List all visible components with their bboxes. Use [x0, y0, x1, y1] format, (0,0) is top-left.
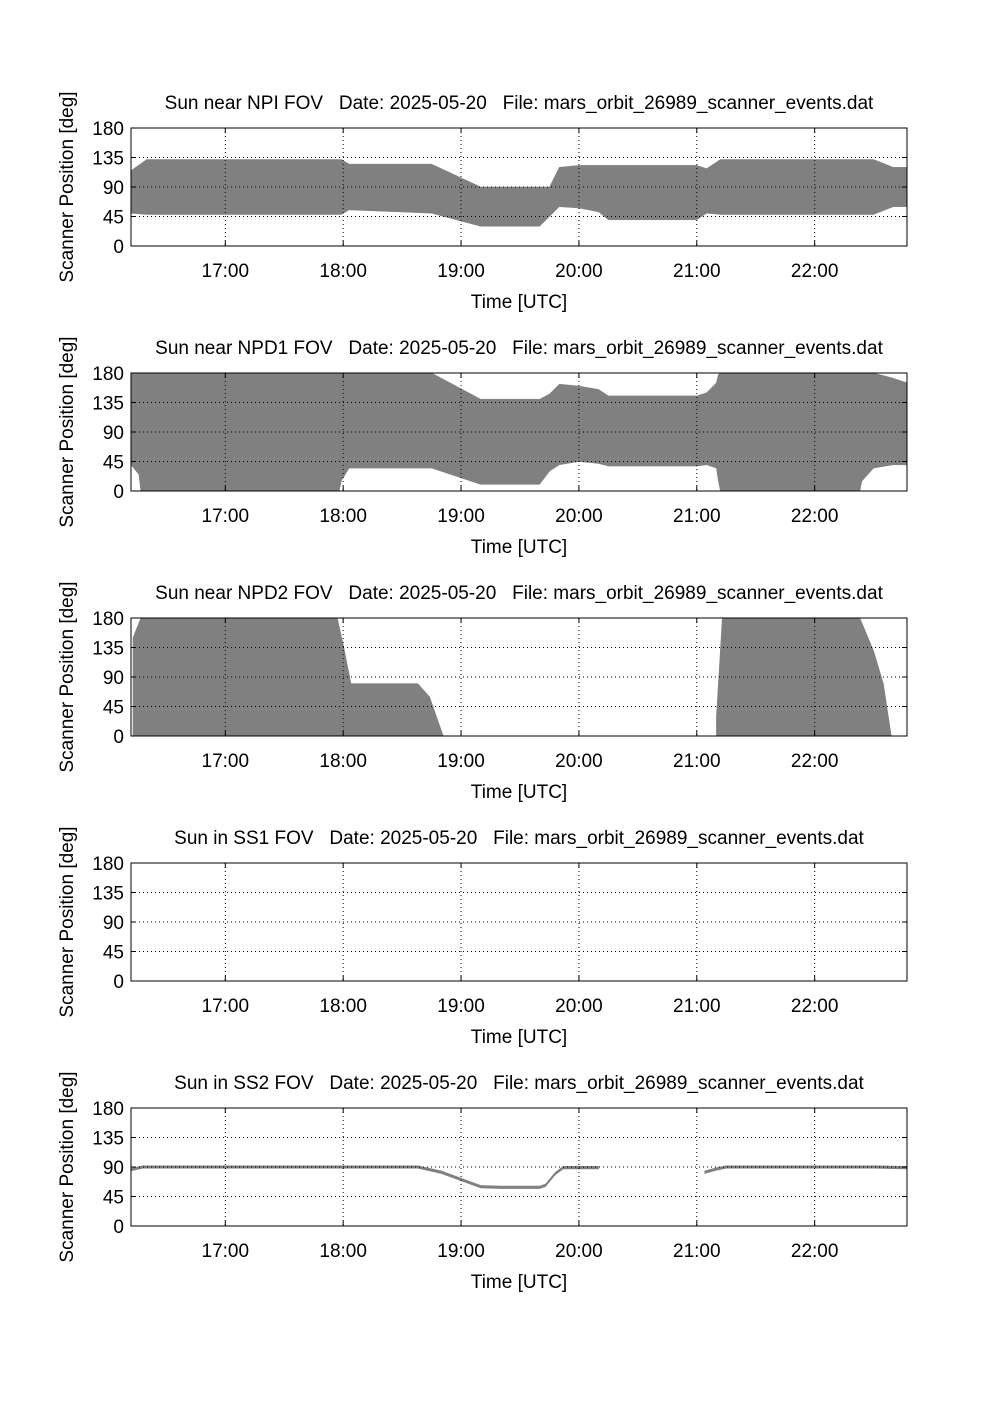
data-band-1 — [131, 1166, 599, 1189]
x-tick-label: 18:00 — [319, 751, 367, 772]
x-tick-label: 22:00 — [790, 261, 839, 282]
y-tick-label: 90 — [102, 423, 124, 444]
x-tick-label: 20:00 — [555, 506, 603, 527]
x-tick-label: 22:00 — [790, 506, 839, 527]
x-tick-label: 18:00 — [319, 261, 367, 282]
x-tick-label: 21:00 — [673, 261, 721, 282]
panel-5 — [57, 1071, 907, 1293]
y-tick-label: 45 — [102, 452, 124, 474]
x-tick-label: 22:00 — [790, 1241, 839, 1262]
x-tick-label: 21:00 — [673, 506, 721, 527]
x-tick-label: 19:00 — [437, 996, 485, 1017]
y-tick-label: 180 — [92, 1099, 124, 1120]
x-tick-label: 20:00 — [555, 261, 603, 282]
panel-4 — [57, 826, 907, 1048]
y-tick-label: 0 — [113, 972, 124, 993]
y-tick-label: 135 — [92, 1128, 124, 1150]
chart-title: Sun in SS2 FOV Date: 2025-05-20 File: mars_orbit_26989_scanner_events.dat — [174, 1073, 864, 1094]
y-tick-label: 135 — [92, 393, 124, 415]
chart-title: Sun near NPI FOV Date: 2025-05-20 File: mars_orbit_26989_scanner_events.dat — [164, 93, 874, 114]
y-tick-label: 45 — [102, 1187, 124, 1209]
y-tick-label: 0 — [113, 482, 124, 503]
data-layer — [133, 618, 891, 736]
x-tick-label: 17:00 — [201, 506, 250, 527]
x-tick-label: 19:00 — [437, 261, 485, 282]
y-tick-label: 0 — [113, 1217, 124, 1238]
x-tick-label: 17:00 — [201, 261, 250, 282]
y-axis-label: Scanner Position [deg] — [57, 1071, 78, 1263]
y-axis-label: Scanner Position [deg] — [57, 91, 78, 283]
y-tick-label: 0 — [113, 727, 124, 748]
y-tick-label: 90 — [102, 668, 124, 689]
x-tick-label: 18:00 — [319, 996, 367, 1017]
y-tick-label: 180 — [92, 364, 124, 385]
x-tick-label: 18:00 — [319, 1241, 367, 1262]
chart-title: Sun near NPD1 FOV Date: 2025-05-20 File: mars_orbit_26989_scanner_events.dat — [155, 338, 883, 359]
y-tick-label: 135 — [92, 148, 124, 170]
x-tick-label: 21:00 — [673, 996, 721, 1017]
panel-3 — [57, 581, 907, 803]
y-tick-label: 0 — [113, 237, 124, 258]
y-tick-label: 45 — [102, 942, 124, 964]
x-axis-label: Time [UTC] — [470, 1027, 568, 1048]
x-tick-label: 19:00 — [437, 506, 485, 527]
grid — [131, 863, 907, 981]
y-axis-label: Scanner Position [deg] — [57, 581, 78, 773]
chart-title: Sun in SS1 FOV Date: 2025-05-20 File: mars_orbit_26989_scanner_events.dat — [174, 828, 864, 849]
y-axis-label: Scanner Position [deg] — [57, 336, 78, 528]
x-tick-label: 20:00 — [555, 996, 603, 1017]
panel-2 — [57, 336, 907, 558]
panel-1 — [57, 91, 907, 313]
y-tick-label: 135 — [92, 883, 124, 905]
x-tick-label: 17:00 — [201, 751, 250, 772]
y-tick-label: 45 — [102, 207, 124, 229]
x-axis-label: Time [UTC] — [470, 292, 568, 313]
y-tick-label: 180 — [92, 854, 124, 875]
x-tick-label: 21:00 — [673, 751, 721, 772]
x-axis-label: Time [UTC] — [470, 782, 568, 803]
y-tick-label: 90 — [102, 913, 124, 934]
y-tick-label: 135 — [92, 638, 124, 660]
y-tick-label: 180 — [92, 609, 124, 630]
x-tick-label: 20:00 — [555, 1241, 603, 1262]
x-tick-label: 17:00 — [201, 1241, 250, 1262]
data-layer — [131, 1166, 907, 1189]
x-axis-label: Time [UTC] — [470, 537, 568, 558]
chart-title: Sun near NPD2 FOV Date: 2025-05-20 File: mars_orbit_26989_scanner_events.dat — [155, 583, 883, 604]
x-tick-label: 18:00 — [319, 506, 367, 527]
x-tick-label: 19:00 — [437, 751, 485, 772]
x-tick-label: 20:00 — [555, 751, 603, 772]
y-axis-label: Scanner Position [deg] — [57, 826, 78, 1018]
y-tick-label: 90 — [102, 178, 124, 199]
x-axis-label: Time [UTC] — [470, 1272, 568, 1293]
x-tick-label: 22:00 — [790, 996, 839, 1017]
y-tick-label: 45 — [102, 697, 124, 719]
x-tick-label: 22:00 — [790, 751, 839, 772]
x-tick-label: 17:00 — [201, 996, 250, 1017]
y-tick-label: 90 — [102, 1158, 124, 1179]
x-tick-label: 21:00 — [673, 1241, 721, 1262]
y-tick-label: 180 — [92, 119, 124, 140]
x-tick-label: 19:00 — [437, 1241, 485, 1262]
